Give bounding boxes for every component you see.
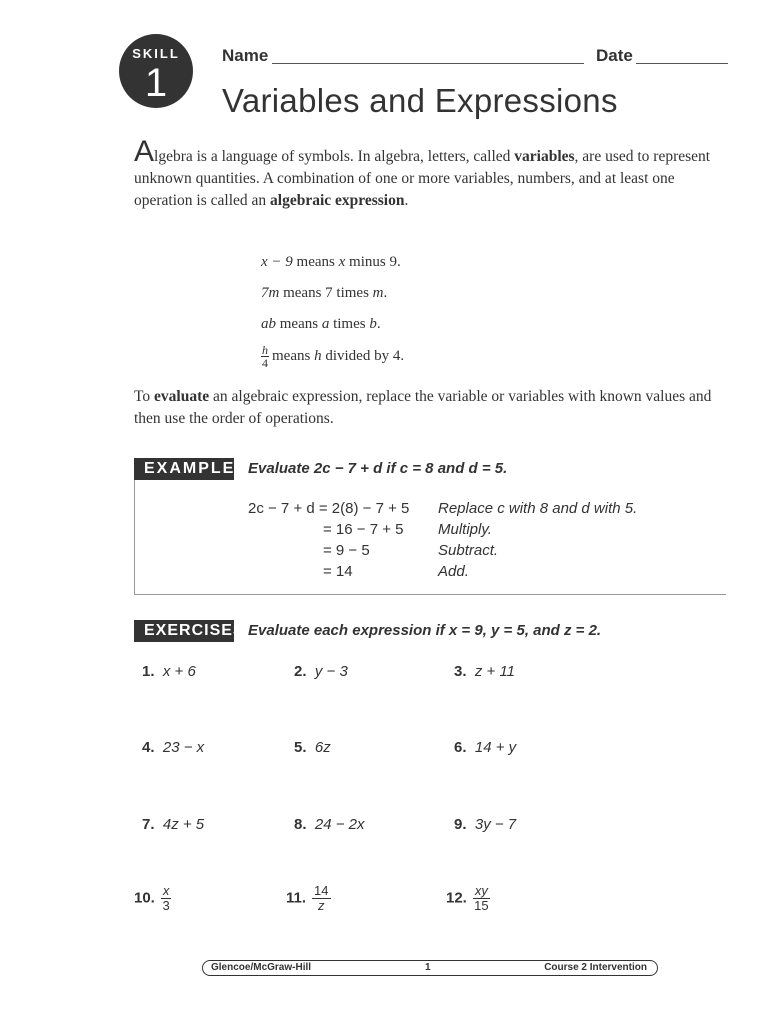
fraction: $\frac{14}{z}$ xyxy=(314,883,329,913)
skill-label: SKILL xyxy=(132,46,180,61)
exercise-item: 4. 23 − x xyxy=(142,739,205,756)
step-expression: = 14 xyxy=(323,563,353,580)
example-line-3: ab means a times b. xyxy=(261,316,381,332)
example-box xyxy=(134,480,726,595)
skill-badge xyxy=(119,34,193,108)
exercises-prompt: Evaluate each expression if x = 9, y = 5, and z = 2. xyxy=(248,622,602,639)
step-expression: 2c − 7 + d = 2(8) − 7 + 5 xyxy=(248,500,410,517)
term-variables: variables xyxy=(514,148,575,165)
evaluate-paragraph: To evaluate an algebraic expression, replace the variable or variables with known values and then use the order of operations. xyxy=(134,388,712,427)
exercise-item: 10. $\frac{x}{3}$ xyxy=(134,883,170,913)
page-footer xyxy=(202,960,658,976)
term-evaluate: evaluate xyxy=(154,388,210,405)
skill-number: 1 xyxy=(144,61,168,105)
fraction-h-over-4: $\frac{h}{4}$ xyxy=(262,343,268,370)
step-note: Multiply. xyxy=(438,521,492,538)
date-label: Date xyxy=(596,46,633,65)
date-field-line[interactable] xyxy=(636,63,728,64)
example-header-bar: EXAMPLE xyxy=(134,458,234,480)
exercise-item: 6. 14 + y xyxy=(454,739,517,756)
step-note: Replace c with 8 and d with 5. xyxy=(438,500,638,517)
exercise-item: 7. 4z + 5 xyxy=(142,816,205,833)
example-line-2: 7m means 7 times m. xyxy=(261,285,388,301)
expression-examples xyxy=(261,251,404,375)
footer-publisher: Glencoe/McGraw-Hill xyxy=(211,962,312,973)
footer-course: Course 2 Intervention xyxy=(544,962,647,973)
term-algebraic-expression: algebraic expression xyxy=(270,192,405,209)
example-line-4: $\frac{h}{4}$ means h divided by 4. xyxy=(262,343,405,370)
footer-page-number: 1 xyxy=(425,962,431,973)
exercise-item: 3. z + 11 xyxy=(454,663,516,680)
exercise-item: 9. 3y − 7 xyxy=(454,816,517,833)
exercise-item: 2. y − 3 xyxy=(294,663,348,680)
drop-cap: A xyxy=(134,135,155,168)
name-label: Name xyxy=(222,46,269,65)
step-note: Subtract. xyxy=(438,542,499,559)
example-line-1: x − 9 means x minus 9. xyxy=(261,254,401,270)
exercise-item: 12. $\frac{xy}{15}$ xyxy=(446,883,489,913)
fraction: $\frac{x}{3}$ xyxy=(162,883,170,913)
fraction: $\frac{xy}{15}$ xyxy=(474,883,489,913)
exercises-header-bar: EXERCISES xyxy=(134,620,234,642)
exercise-item: 5. 6z xyxy=(294,739,331,756)
step-note: Add. xyxy=(438,563,469,580)
exercise-item: 8. 24 − 2x xyxy=(294,816,365,833)
exercise-item: 1. x + 6 xyxy=(142,663,196,680)
name-field-line[interactable] xyxy=(272,63,584,64)
exercise-item: 11. $\frac{14}{z}$ xyxy=(286,883,329,913)
page-title: Variables and Expressions xyxy=(222,82,618,119)
example-prompt: Evaluate 2c − 7 + d if c = 8 and d = 5. xyxy=(248,460,508,477)
step-expression: = 16 − 7 + 5 xyxy=(323,521,404,538)
intro-paragraph: Algebra is a language of symbols. In algebra, letters, called variables, are used to represent unknown quantities. A combination of one or more variables, numbers, and at least one operation is called an algebraic expression. xyxy=(134,135,711,209)
step-expression: = 9 − 5 xyxy=(323,542,370,559)
